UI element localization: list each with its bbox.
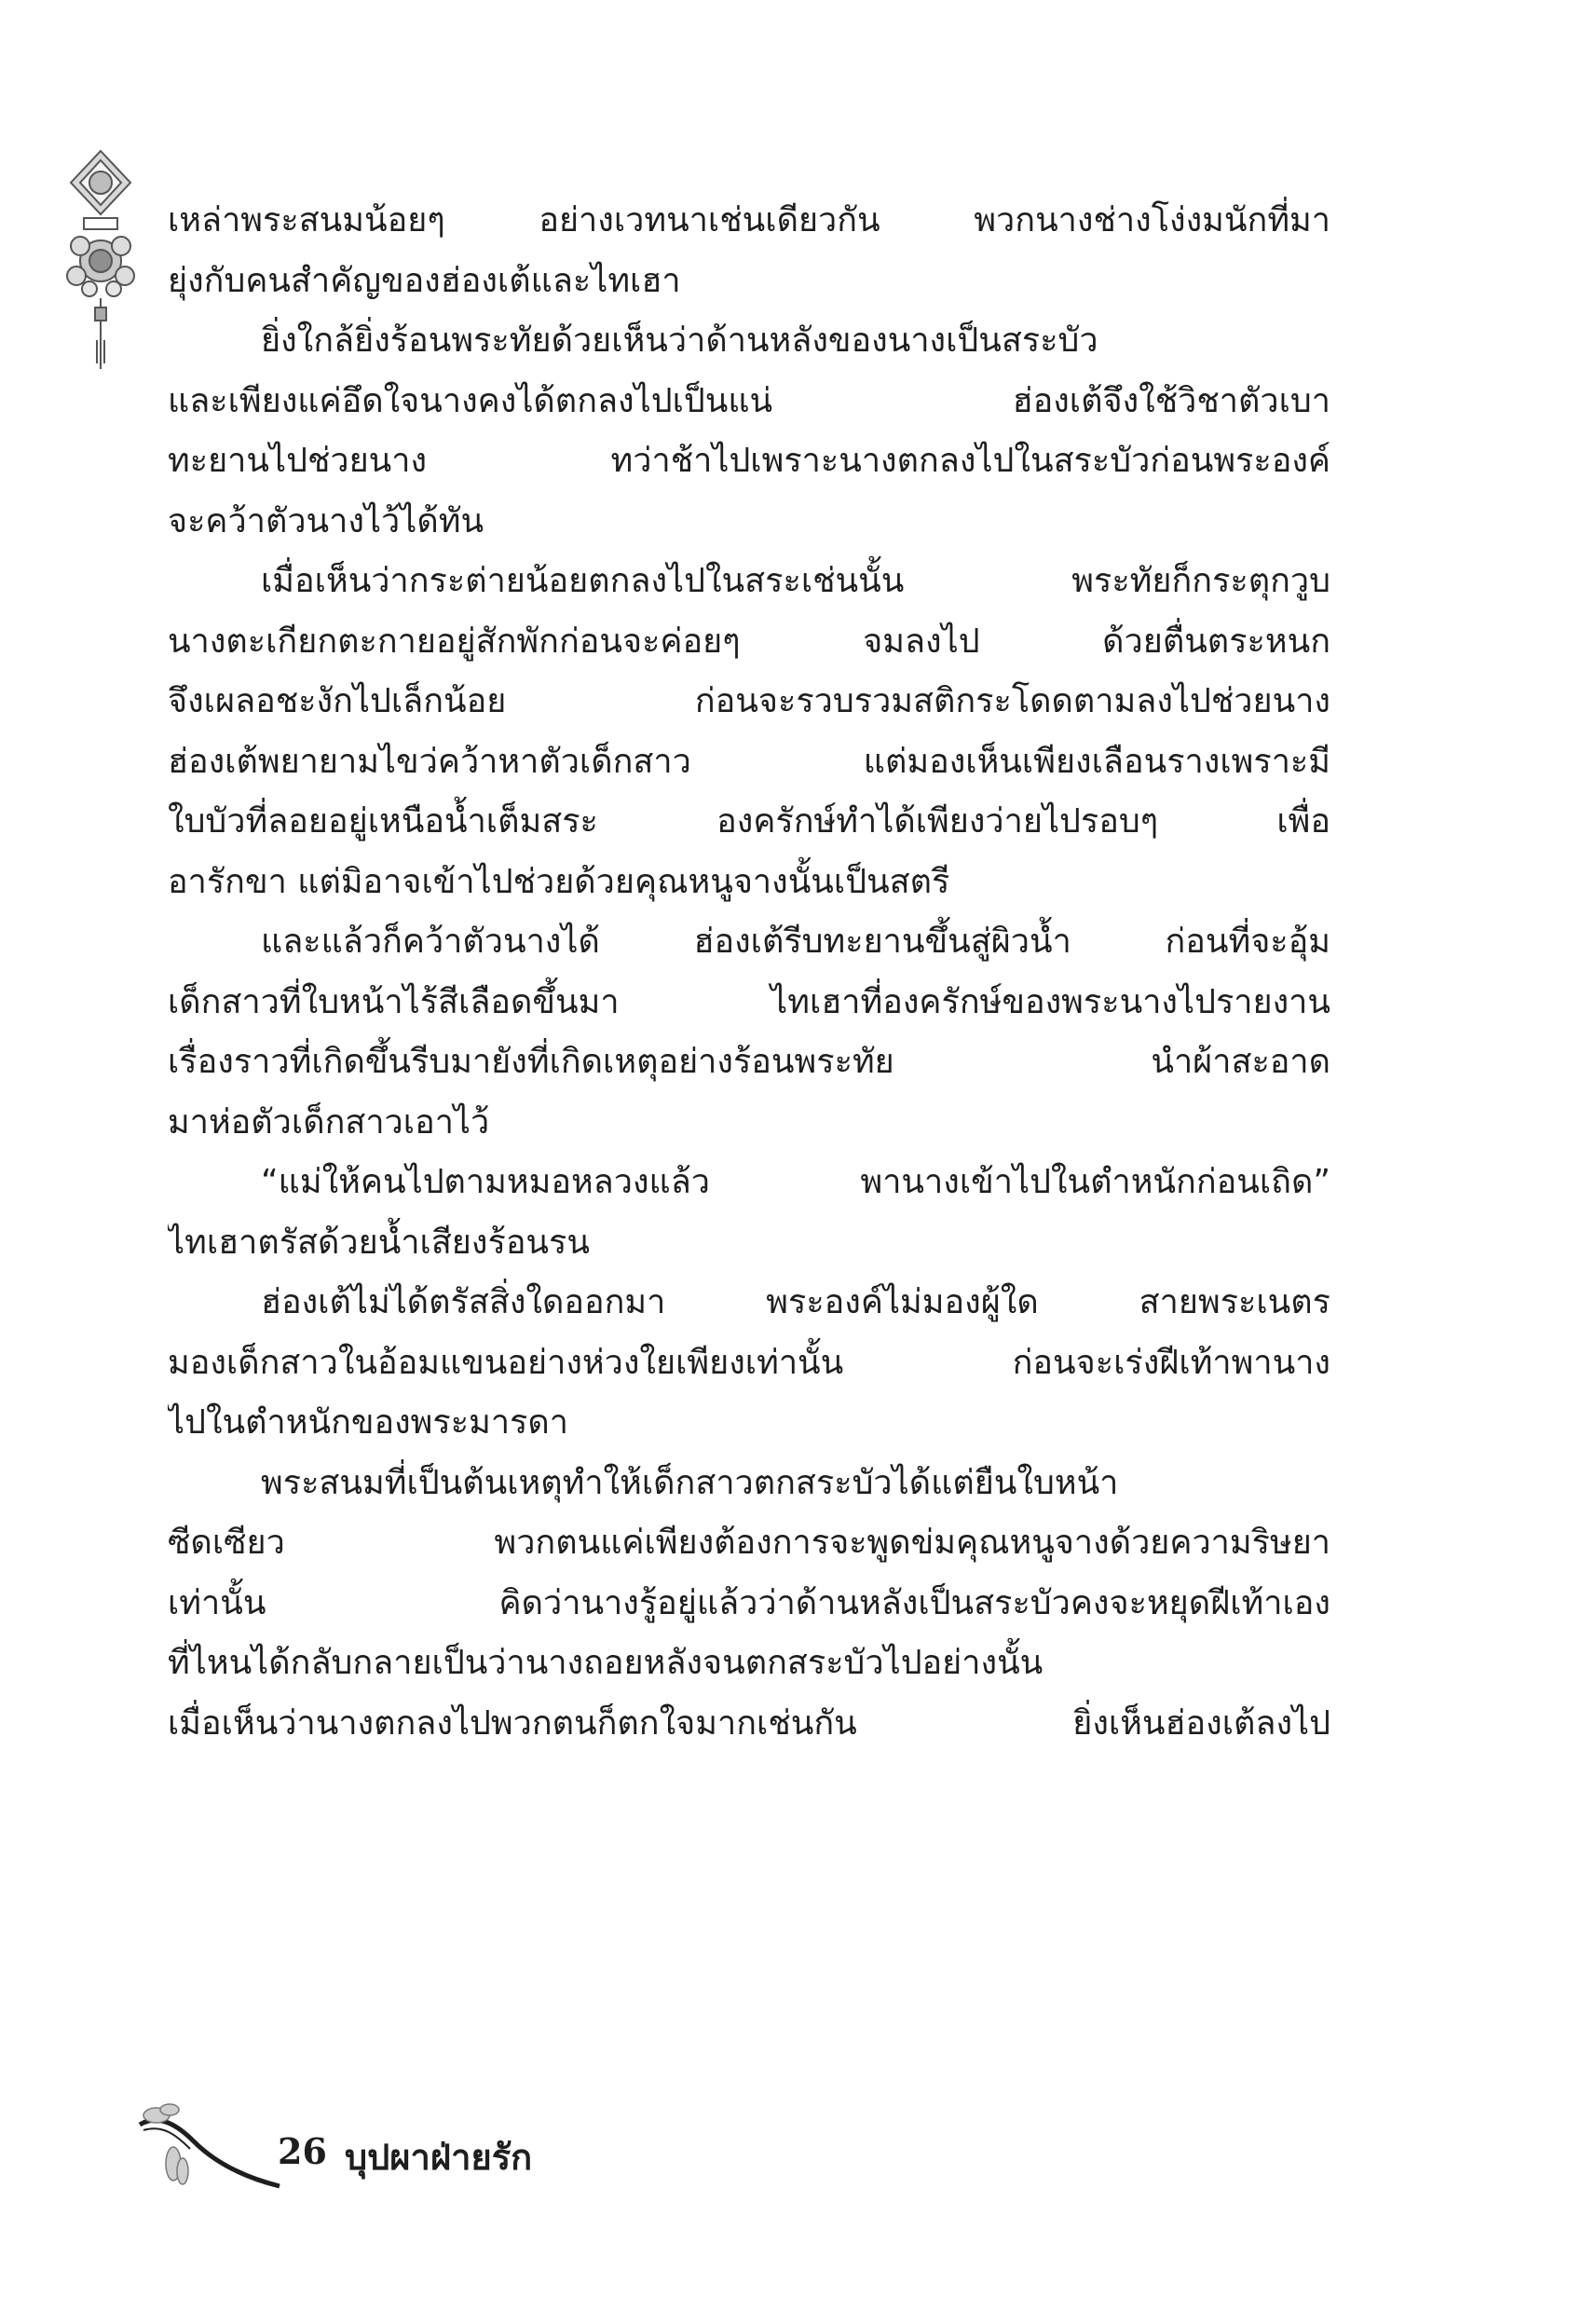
text-line: เมื่อเห็นว่ากระต่ายน้อยตกลงไปในสระเช่นนั้น พระทัยก็กระตุกวูบ bbox=[261, 562, 1330, 600]
text-line: ซีดเซียว พวกตนแค่เพียงต้องการจะพูดข่มคุณหนูจางด้วยความริษยา bbox=[168, 1524, 1330, 1562]
flower-ornament-icon bbox=[63, 149, 138, 401]
brush-ornament-icon bbox=[121, 2097, 289, 2199]
text-line: ไปในตำหนักของพระมารดา bbox=[168, 1403, 568, 1442]
text-line: เหล่าพระสนมน้อยๆ อย่างเวทนาเช่นเดียวกัน พวกนางช่างโง่งมนักที่มา bbox=[168, 201, 1330, 239]
text-line: มาห่อตัวเด็กสาวเอาไว้ bbox=[168, 1102, 490, 1142]
text-line: ทะยานไปช่วยนาง ทว่าช้าไปเพราะนางตกลงไปในสระบัวก่อนพระองค์ bbox=[168, 442, 1330, 480]
text-line: จึงเผลอชะงักไปเล็กน้อย ก่อนจะรวบรวมสติกระโดดตามลงไปช่วยนาง bbox=[168, 682, 1330, 720]
body-text bbox=[168, 191, 1330, 1754]
text-line: มองเด็กสาวในอ้อมแขนอย่างห่วงใยเพียงเท่านั้น ก่อนจะเร่งฝีเท้าพานาง bbox=[168, 1343, 1330, 1382]
page-footer bbox=[121, 2097, 773, 2199]
text-line: เท่านั้น คิดว่านางรู้อยู่แล้วว่าด้านหลังเป็นสระบัวคงจะหยุดฝีเท้าเอง bbox=[168, 1583, 1330, 1622]
text-line: ฮ่องเต้พยายามไขว่คว้าหาตัวเด็กสาว แต่มองเห็นเพียงเลือนรางเพราะมี bbox=[168, 742, 1330, 781]
text-line: อารักขา แต่มิอาจเข้าไปช่วยด้วยคุณหนูจางนั้นเป็นสตรี bbox=[168, 862, 950, 901]
text-line: พระสนมที่เป็นต้นเหตุทำให้เด็กสาวตกสระบัวได้แต่ยืนใบหน้า bbox=[261, 1463, 1119, 1502]
page-number: 26 bbox=[278, 2130, 327, 2172]
text-line: ยิ่งใกล้ยิ่งร้อนพระทัยด้วยเห็นว่าด้านหลังของนางเป็นสระบัว bbox=[261, 321, 1098, 360]
text-line: ไทเฮาตรัสด้วยน้ำเสียงร้อนรน bbox=[168, 1223, 590, 1262]
text-line: ที่ไหนได้กลับกลายเป็นว่านางถอยหลังจนตกสระบัวไปอย่างนั้น bbox=[168, 1644, 1044, 1682]
text-line: นางตะเกียกตะกายอยู่สักพักก่อนจะค่อยๆ จมลงไป ด้วยตื่นตระหนก bbox=[168, 622, 1330, 661]
text-line: เด็กสาวที่ใบหน้าไร้สีเลือดขึ้นมา ไทเฮาที่องครักษ์ของพระนางไปรายงาน bbox=[168, 982, 1330, 1021]
text-line: และเพียงแค่อึดใจนางคงได้ตกลงไปเป็นแน่ ฮ่องเต้จึงใช้วิชาตัวเบา bbox=[168, 381, 1330, 420]
text-line: ยุ่งกับคนสำคัญของฮ่องเต้และไทเฮา bbox=[168, 261, 681, 300]
text-line: ใบบัวที่ลอยอยู่เหนือน้ำเต็มสระ องครักษ์ทำได้เพียงว่ายไปรอบๆ เพื่อ bbox=[168, 802, 1330, 841]
text-line: ฮ่องเต้ไม่ได้ตรัสสิ่งใดออกมา พระองค์ไม่มองผู้ใด สายพระเนตร bbox=[261, 1283, 1330, 1321]
text-line: เมื่อเห็นว่านางตกลงไปพวกตนก็ตกใจมากเช่นกัน ยิ่งเห็นฮ่องเต้ลงไป bbox=[168, 1703, 1330, 1743]
book-title: บุปผาฝ่ายรัก bbox=[345, 2136, 533, 2178]
text-line: และแล้วก็คว้าตัวนางได้ ฮ่องเต้รีบทะยานขึ้นสู่ผิวน้ำ ก่อนที่จะอุ้ม bbox=[261, 923, 1330, 961]
text-line: เรื่องราวที่เกิดขึ้นรีบมายังที่เกิดเหตุอย่างร้อนพระทัย นำผ้าสะอาด bbox=[168, 1043, 1330, 1081]
text-line: จะคว้าตัวนางไว้ได้ทัน bbox=[168, 501, 484, 540]
text-line: “แม่ให้คนไปตามหมอหลวงแล้ว พานางเข้าไปในตำหนักก่อนเถิด” bbox=[261, 1163, 1330, 1201]
